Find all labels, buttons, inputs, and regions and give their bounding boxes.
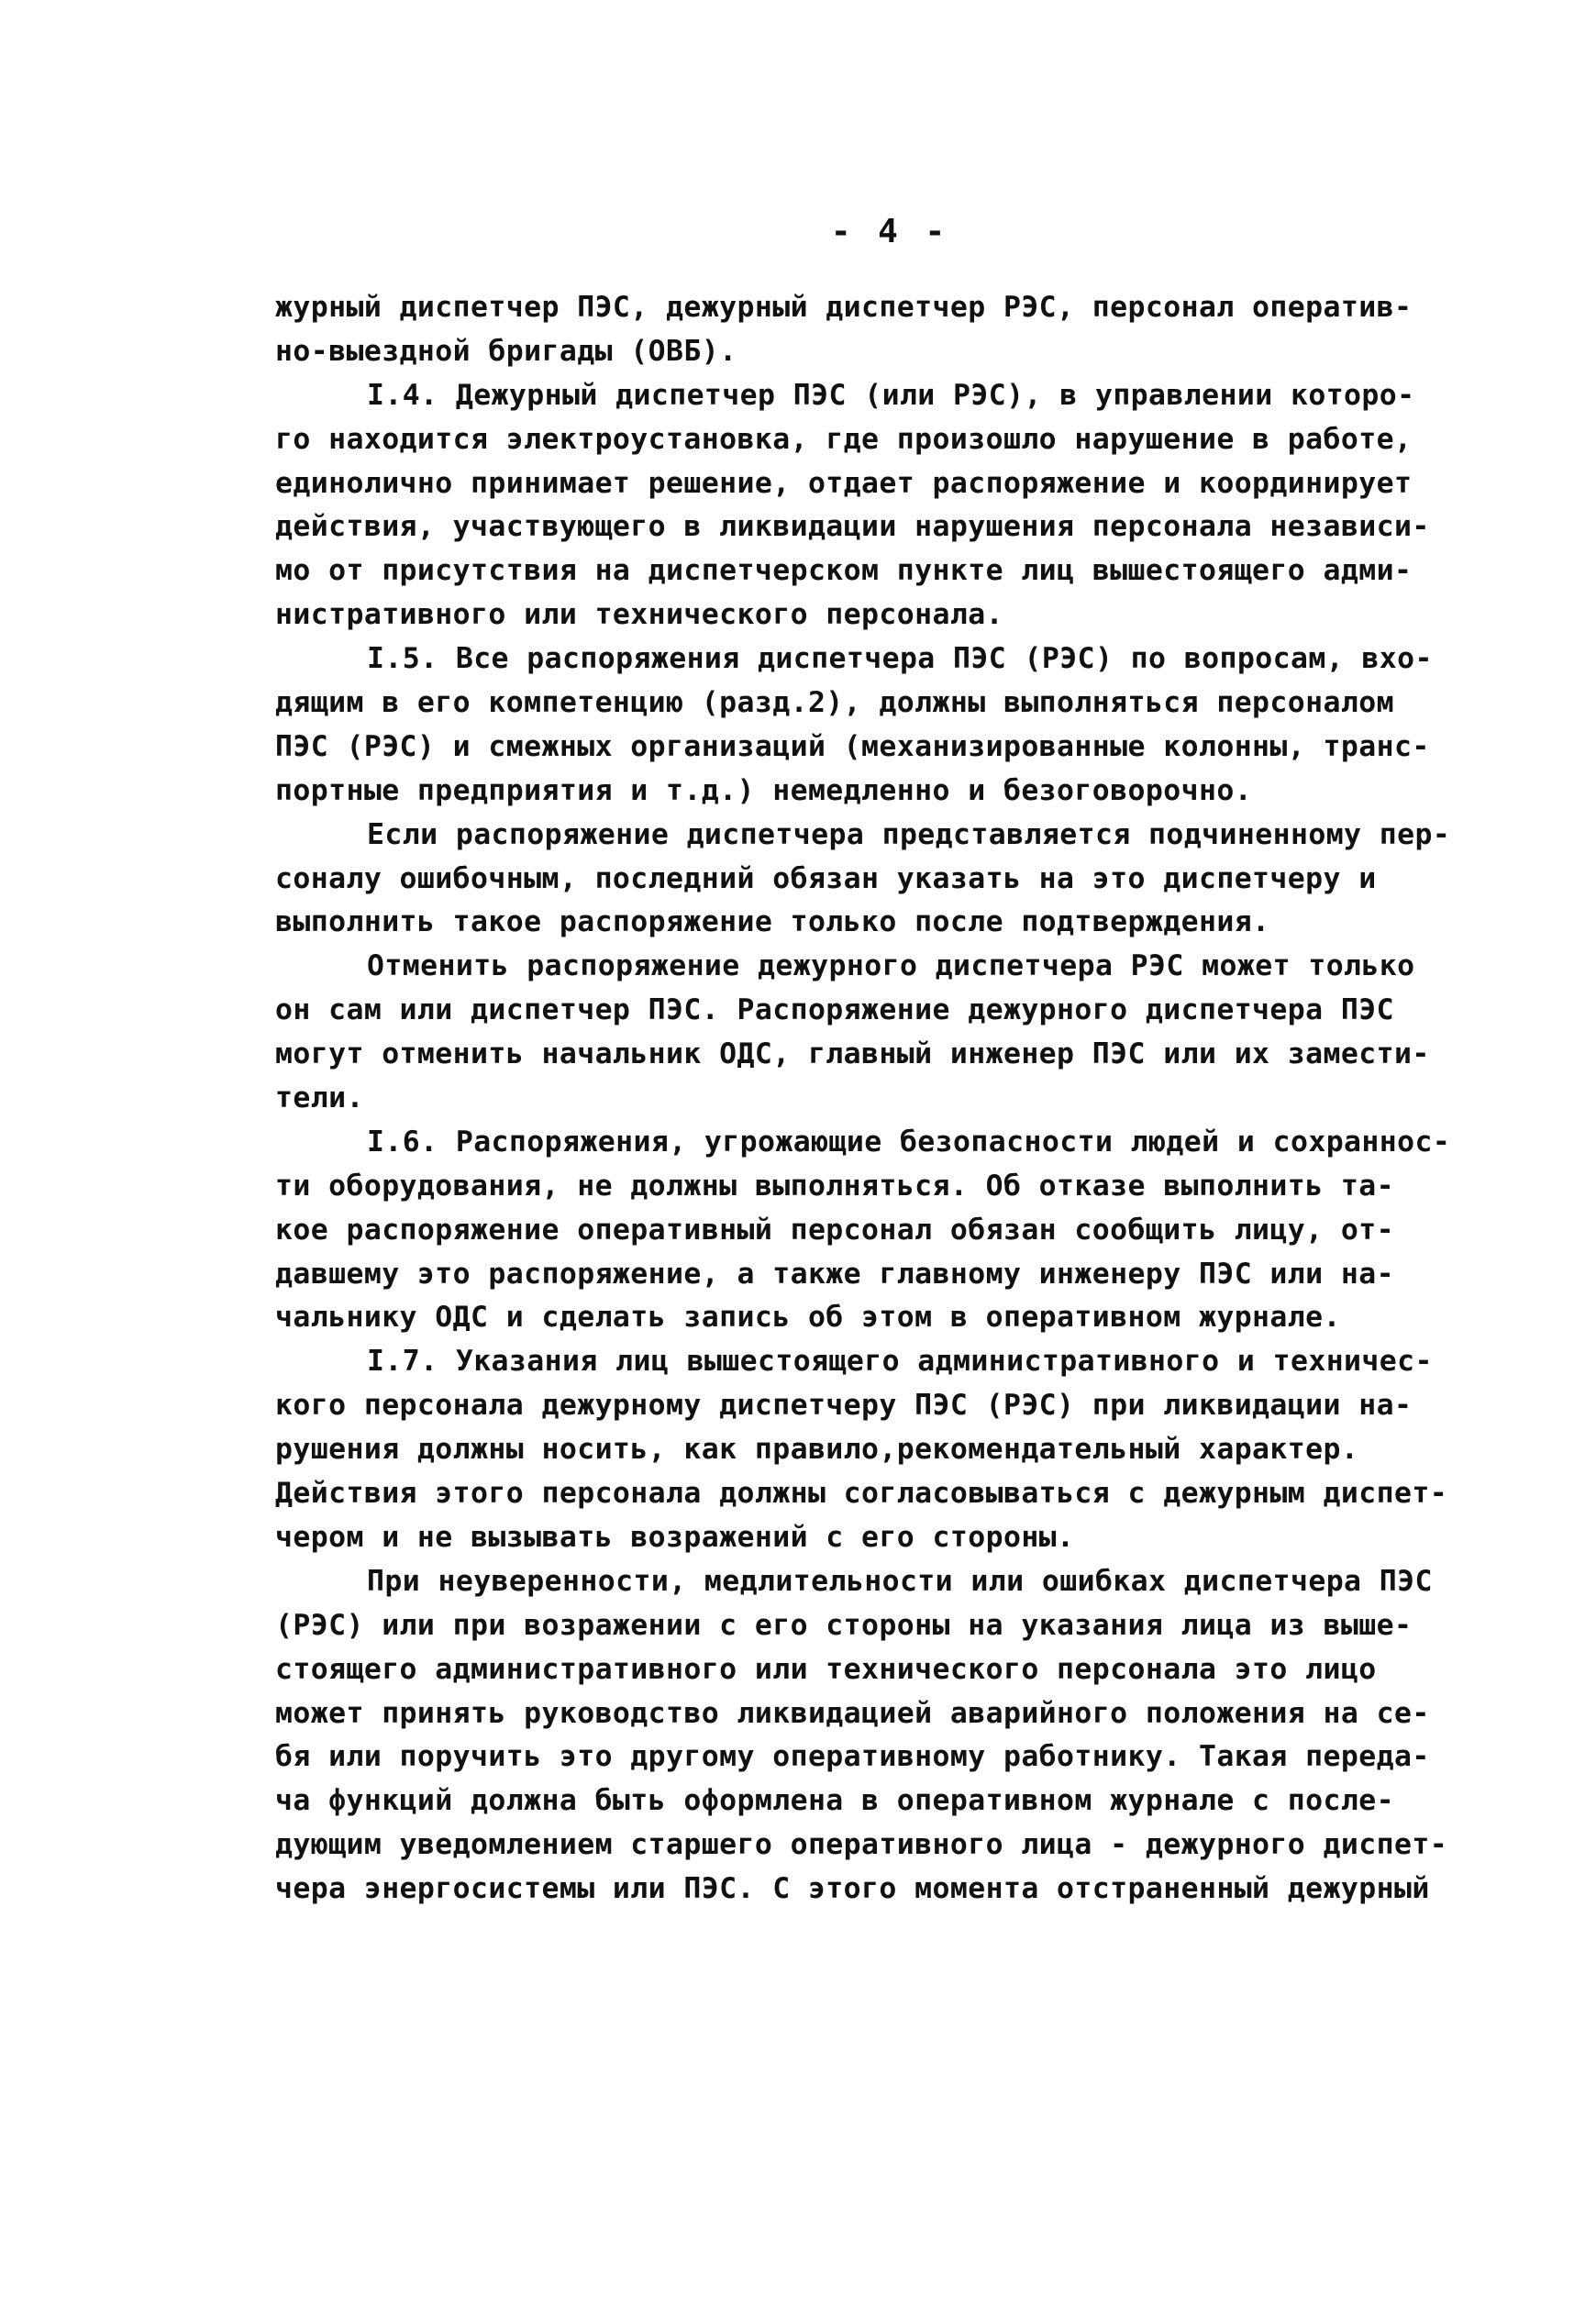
text-line: I.7. Указания лиц вышестоящего административного и техничес- bbox=[367, 1345, 1433, 1379]
text-line: он сам или диспетчер ПЭС. Распоряжение дежурного диспетчера ПЭС bbox=[275, 993, 1394, 1027]
text-line: Если распоряжение диспетчера представляется подчиненному пер- bbox=[367, 817, 1451, 851]
text-line: кого персонала дежурному диспетчеру ПЭС (РЭС) при ликвидации на- bbox=[275, 1389, 1413, 1423]
text-line: соналу ошибочным, последний обязан указать на это диспетчеру и bbox=[275, 861, 1377, 895]
text-line: I.6. Распоряжения, угрожающие безопасности людей и сохраннос- bbox=[367, 1125, 1451, 1158]
text-line: ти оборудования, не должны выполняться. Об отказе выполнить та- bbox=[275, 1169, 1394, 1203]
text-line: журный диспетчер ПЭС, дежурный диспетчер РЭС, персонал оператив- bbox=[275, 291, 1413, 324]
text-line: действия, участвующего в ликвидации нарушения персонала независи- bbox=[275, 510, 1430, 544]
text-line: чером и не вызывать возражений с его стороны. bbox=[275, 1520, 1075, 1554]
text-line: дящим в его компетенцию (разд.2), должны выполняться персоналом bbox=[275, 686, 1394, 720]
text-line: стоящего административного или технического персонала это лицо bbox=[275, 1652, 1377, 1686]
text-line: го находится электроустановка, где произошло нарушение в работе, bbox=[275, 422, 1413, 456]
body-text bbox=[275, 286, 1500, 1912]
text-line: может принять руководство ликвидацией аварийного положения на се- bbox=[275, 1696, 1430, 1730]
text-line: мо от присутствия на диспетчерском пункте лиц вышестоящего адми- bbox=[275, 554, 1413, 588]
text-line: ПЭС (РЭС) и смежных организаций (механизированные колонны, транс- bbox=[275, 729, 1430, 763]
text-line: I.4. Дежурный диспетчер ПЭС (или РЭС), в управлении которо- bbox=[367, 378, 1415, 412]
text-line: дующим уведомлением старшего оперативного лица - дежурного диспет- bbox=[275, 1828, 1448, 1862]
text-line: портные предприятия и т.д.) немедленно и безоговорочно. bbox=[275, 773, 1253, 807]
text-line: давшему это распоряжение, а также главному инженеру ПЭС или на- bbox=[275, 1257, 1394, 1291]
text-line: Действия этого персонала должны согласовываться с дежурным диспет- bbox=[275, 1477, 1448, 1511]
text-line: нистративного или технического персонала. bbox=[275, 598, 1003, 632]
text-line: рушения должны носить, как правило,рекомендательный характер. bbox=[275, 1433, 1359, 1467]
text-line: чальнику ОДС и сделать запись об этом в оперативном журнале. bbox=[275, 1301, 1341, 1335]
text-line: При неуверенности, медлительности или ошибках диспетчера ПЭС bbox=[367, 1564, 1433, 1598]
text-line: ча функций должна быть оформлена в оперативном журнале с после- bbox=[275, 1784, 1394, 1818]
text-line: единолично принимает решение, отдает распоряжение и координирует bbox=[275, 466, 1413, 500]
text-line: но-выездной бригады (ОВБ). bbox=[275, 334, 737, 368]
text-line: кое распоряжение оперативный персонал обязан сообщить лицу, от- bbox=[275, 1213, 1394, 1247]
text-line: выполнить такое распоряжение только после подтверждения. bbox=[275, 905, 1270, 939]
text-line: могут отменить начальник ОДС, главный инженер ПЭС или их замести- bbox=[275, 1037, 1430, 1071]
page-number: - 4 - bbox=[830, 213, 949, 250]
text-line: бя или поручить это другому оперативному работнику. Такая переда- bbox=[275, 1740, 1430, 1774]
text-line: (РЭС) или при возражении с его стороны на указания лица из выше- bbox=[275, 1608, 1413, 1642]
text-line: чера энергосистемы или ПЭС. С этого момента отстраненный дежурный bbox=[275, 1872, 1430, 1906]
text-line: I.5. Все распоряжения диспетчера ПЭС (РЭС) по вопросам, вхо- bbox=[367, 642, 1433, 676]
text-line: тели. bbox=[275, 1081, 364, 1115]
text-line: Отменить распоряжение дежурного диспетчера РЭС может только bbox=[367, 949, 1415, 983]
